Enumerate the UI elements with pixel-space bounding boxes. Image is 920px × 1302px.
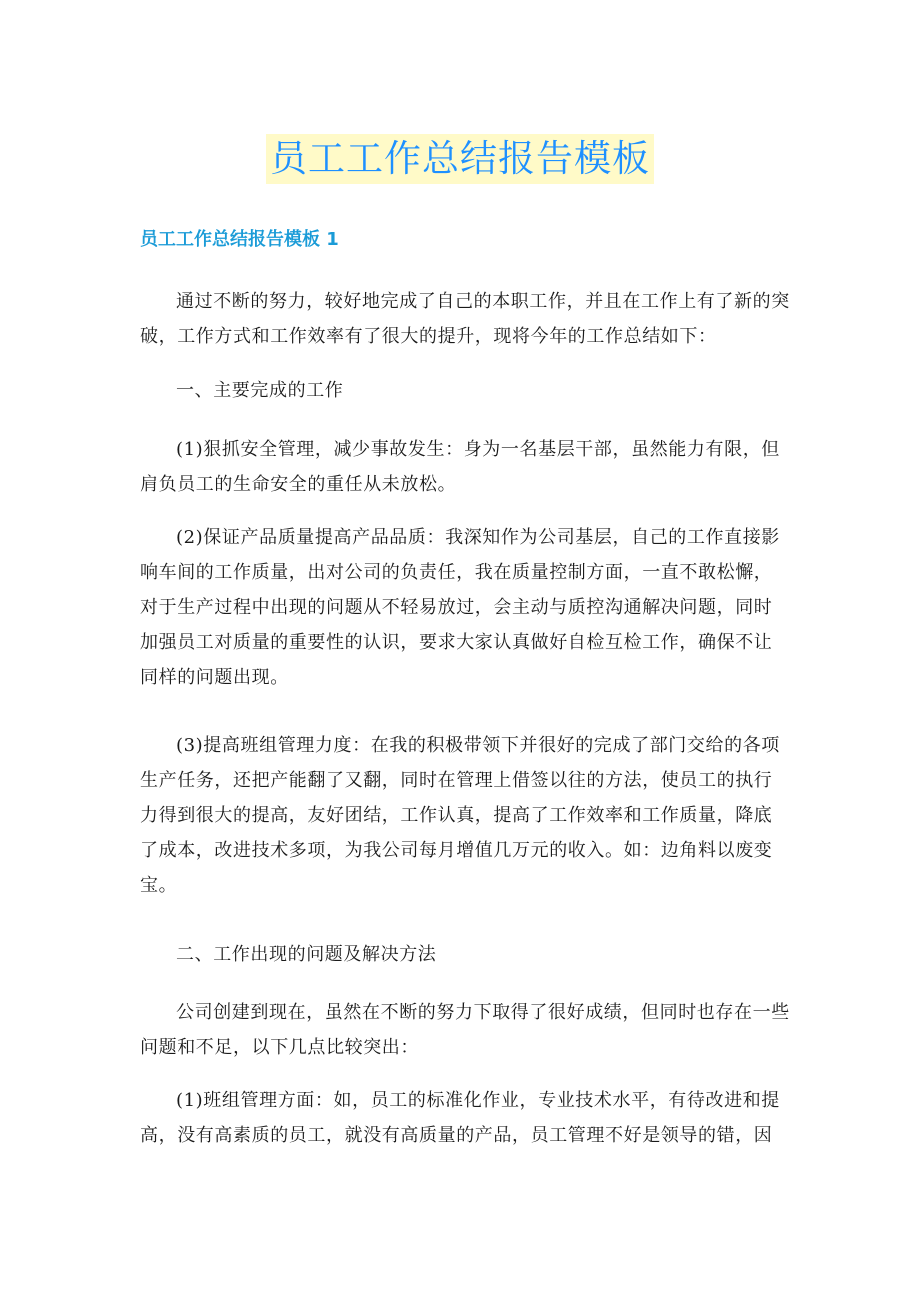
paragraph-item-1 [140,432,790,502]
paragraph-problems-intro [140,995,790,1065]
heading-problems [140,937,790,972]
title-wrap [0,134,920,184]
document-title: 员工工作总结报告模板 [266,134,654,184]
section-subtitle: 员工工作总结报告模板 1 [140,229,339,250]
paragraph-problem-1 [140,1083,790,1153]
paragraph-text: 一、主要完成的工作 [176,380,344,401]
paragraph-text: 二、工作出现的问题及解决方法 [176,944,437,965]
heading-main-work [140,373,790,408]
paragraph-text: (2)保证产品质量提高产品品质：我深知作为公司基层，自己的工作直接影响车间的工作质量，出对公司的负责任，我在质量控制方面，一直不敢松懈，对于生产过程中出现的问题从不轻易放过，会主动与质控沟通解决问题，同时加强员工对质量的重要性的认识，要求大家认真做好自检互检工作，确保不让同样的问题出现。 [140,527,780,688]
paragraph-text: (1)班组管理方面：如，员工的标准化作业，专业技术水平，有待改进和提高，没有高素质的员工，就没有高质量的产品，员工管理不好是领导的错，因 [140,1090,780,1146]
paragraph-text: (1)狠抓安全管理，减少事故发生：身为一名基层干部，虽然能力有限，但肩负员工的生命安全的重任从未放松。 [140,439,780,495]
paragraph-intro [140,284,790,354]
paragraph-item-3 [140,728,790,903]
paragraph-item-2 [140,520,790,695]
paragraph-text: 公司创建到现在，虽然在不断的努力下取得了很好成绩，但同时也存在一些问题和不足，以下几点比较突出： [140,1002,790,1058]
paragraph-text: (3)提高班组管理力度：在我的积极带领下并很好的完成了部门交给的各项生产任务，还把产能翻了又翻，同时在管理上借签以往的方法，使员工的执行力得到很大的提高，友好团结，工作认真，提高了工作效率和工作质量，降底了成本，改进技术多项，为我公司每月增值几万元的收入。如：边角料以废变宝。 [140,735,780,896]
paragraph-text: 通过不断的努力，较好地完成了自己的本职工作，并且在工作上有了新的突破，工作方式和工作效率有了很大的提升，现将今年的工作总结如下： [140,291,790,347]
